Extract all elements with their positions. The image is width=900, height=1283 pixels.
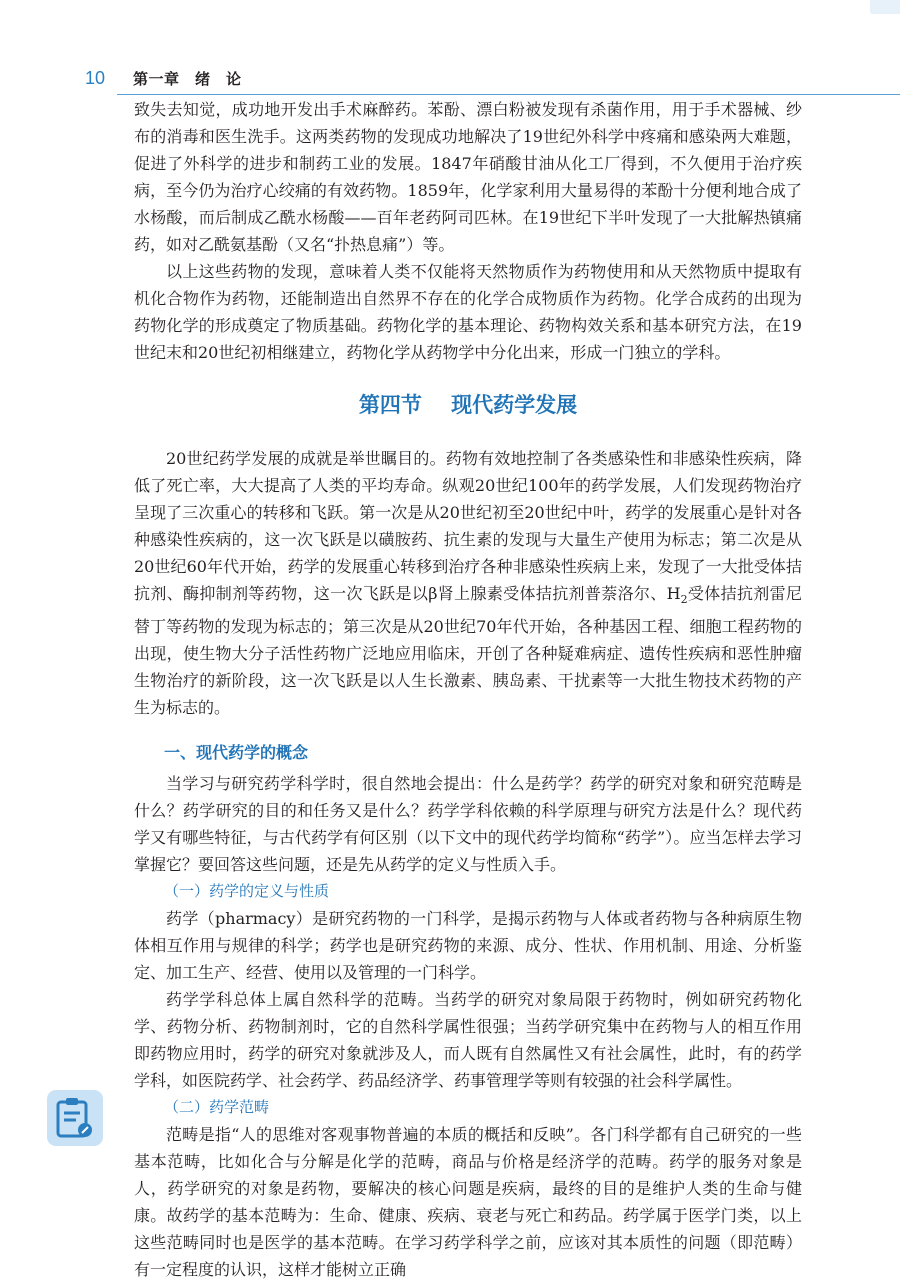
paragraph: 以上这些药物的发现，意味着人类不仅能将天然物质作为药物使用和从天然物质中提取有机化合物作为药物，还能制造出自然界不存在的化学合成物质作为药物。化学合成药的出现为药物化学的形成奠定了物质基础。药物化学的基本理论、药物构效关系和基本研究方法，在19世纪末和20世纪初相继建立，药物化学从药物学中分化出来，形成一门独立的学科。 bbox=[134, 262, 802, 362]
paragraph: 药学（pharmacy）是研究药物的一门科学，是揭示药物与人体或者药物与各种病原生物体相互作用与规律的科学；药学也是研究药物的来源、成分、性状、作用机制、用途、分析鉴定、加工生产、经营、使用以及管理的一门科学。 bbox=[134, 909, 802, 983]
subsection-heading: 一、现代药学的概念 bbox=[164, 743, 309, 763]
corner-tab bbox=[870, 0, 900, 14]
section-title bbox=[134, 389, 802, 421]
paragraph-text: 20世纪药学发展的成就是举世瞩目的。药物有效地控制了各类感染性和非感染性疾病，降低了死亡率，大大提高了人类的平均寿命。纵观20世纪100年的药学发展，人们发现药物治疗呈现了三次重心的转移和飞跃。第一次是从20世纪初至20世纪中叶，药学的发展重心是针对各种感染性疾病的，这一次飞跃是以磺胺药、抗生素的发现与大量生产使用为标志；第二次是从20世纪60年代开始，药学的发展重心转移到治疗各种非感染性疾病上来，发现了一大批受体拮抗剂、酶抑制剂等药物，这一次飞跃是以β肾上腺素受体拮抗剂普萘洛尔、H bbox=[134, 449, 802, 603]
paragraph: 药学学科总体上属自然科学的范畴。当药学的研究对象局限于药物时，例如研究药物化学、药物分析、药物制剂时，它的自然科学属性很强；当药学研究集中在药物与人的相互作用即药物应用时，药学的研究对象就涉及人，而人既有自然属性又有社会属性，此时，有的药学学科，如医院药学、社会药学、药品经济学、药事管理学等则有较强的社会科学属性。 bbox=[134, 990, 802, 1091]
paragraph bbox=[134, 445, 802, 721]
chapter-title: 第一章 绪 论 bbox=[133, 70, 242, 88]
subheading: （一）药学的定义与性质 bbox=[164, 882, 330, 901]
page-body bbox=[134, 96, 802, 1283]
section-number: 第四节 bbox=[358, 393, 422, 417]
page-header bbox=[85, 68, 900, 92]
page-number: 10 bbox=[85, 68, 106, 88]
paragraph: 致失去知觉，成功地开发出手术麻醉药。苯酚、漂白粉被发现有杀菌作用，用于手术器械、纱布的消毒和医生洗手。这两类药物的发现成功地解决了19世纪外科学中疼痛和感染两大难题，促进了外科学的进步和制药工业的发展。1847年硝酸甘油从化工厂得到，不久便用于治疗疾病，至今仍为治疗心绞痛的有效药物。1859年，化学家利用大量易得的苯酚十分便利地合成了水杨酸，而后制成乙酰水杨酸——百年老药阿司匹林。在19世纪下半叶发现了一大批解热镇痛药，如对乙酰氨基酚（又名“扑热息痛”）等。 bbox=[134, 100, 802, 254]
clipboard-icon bbox=[56, 1096, 94, 1140]
section-name: 现代药学发展 bbox=[451, 393, 578, 417]
subheading: （二）药学范畴 bbox=[164, 1098, 270, 1117]
paragraph-text: 受体拮抗剂雷尼替丁等药物的发现为标志的；第三次是从20世纪70年代开始，各种基因工程、细胞工程药物的出现，使生物大分子活性药物广泛地应用临床，开创了各种疑难病症、遗传性疾病和恶性肿瘤生物治疗的新阶段，这一次飞跃是以人生长激素、胰岛素、干扰素等一大批生物技术药物的产生为标志的。 bbox=[134, 584, 802, 718]
subscript: 2 bbox=[680, 593, 688, 607]
paragraph: 当学习与研究药学科学时，很自然地会提出：什么是药学？药学的研究对象和研究范畴是什么？药学研究的目的和任务又是什么？药学学科依赖的科学原理与研究方法是什么？现代药学又有哪些特征，与古代药学有何区别（以下文中的现代药学均简称“药学”）。应当怎样去学习掌握它？要回答这些问题，还是先从药学的定义与性质入手。 bbox=[134, 774, 802, 875]
paragraph: 范畴是指“人的思维对客观事物普遍的本质的概括和反映”。各门科学都有自己研究的一些基本范畴，比如化合与分解是化学的范畴，商品与价格是经济学的范畴。药学的服务对象是人，药学研究的对象是药物，要解决的核心问题是疾病，最终的目的是维护人类的生命与健康。故药学的基本范畴为：生命、健康、疾病、衰老与死亡和药品。药学属于医学门类，以上这些范畴同时也是医学的基本范畴。在学习药学科学之前，应该对其本质性的问题（即范畴）有一定程度的认识，这样才能树立正确 bbox=[134, 1125, 802, 1280]
header-rule bbox=[117, 94, 900, 95]
note-clipboard-icon[interactable] bbox=[47, 1090, 103, 1146]
